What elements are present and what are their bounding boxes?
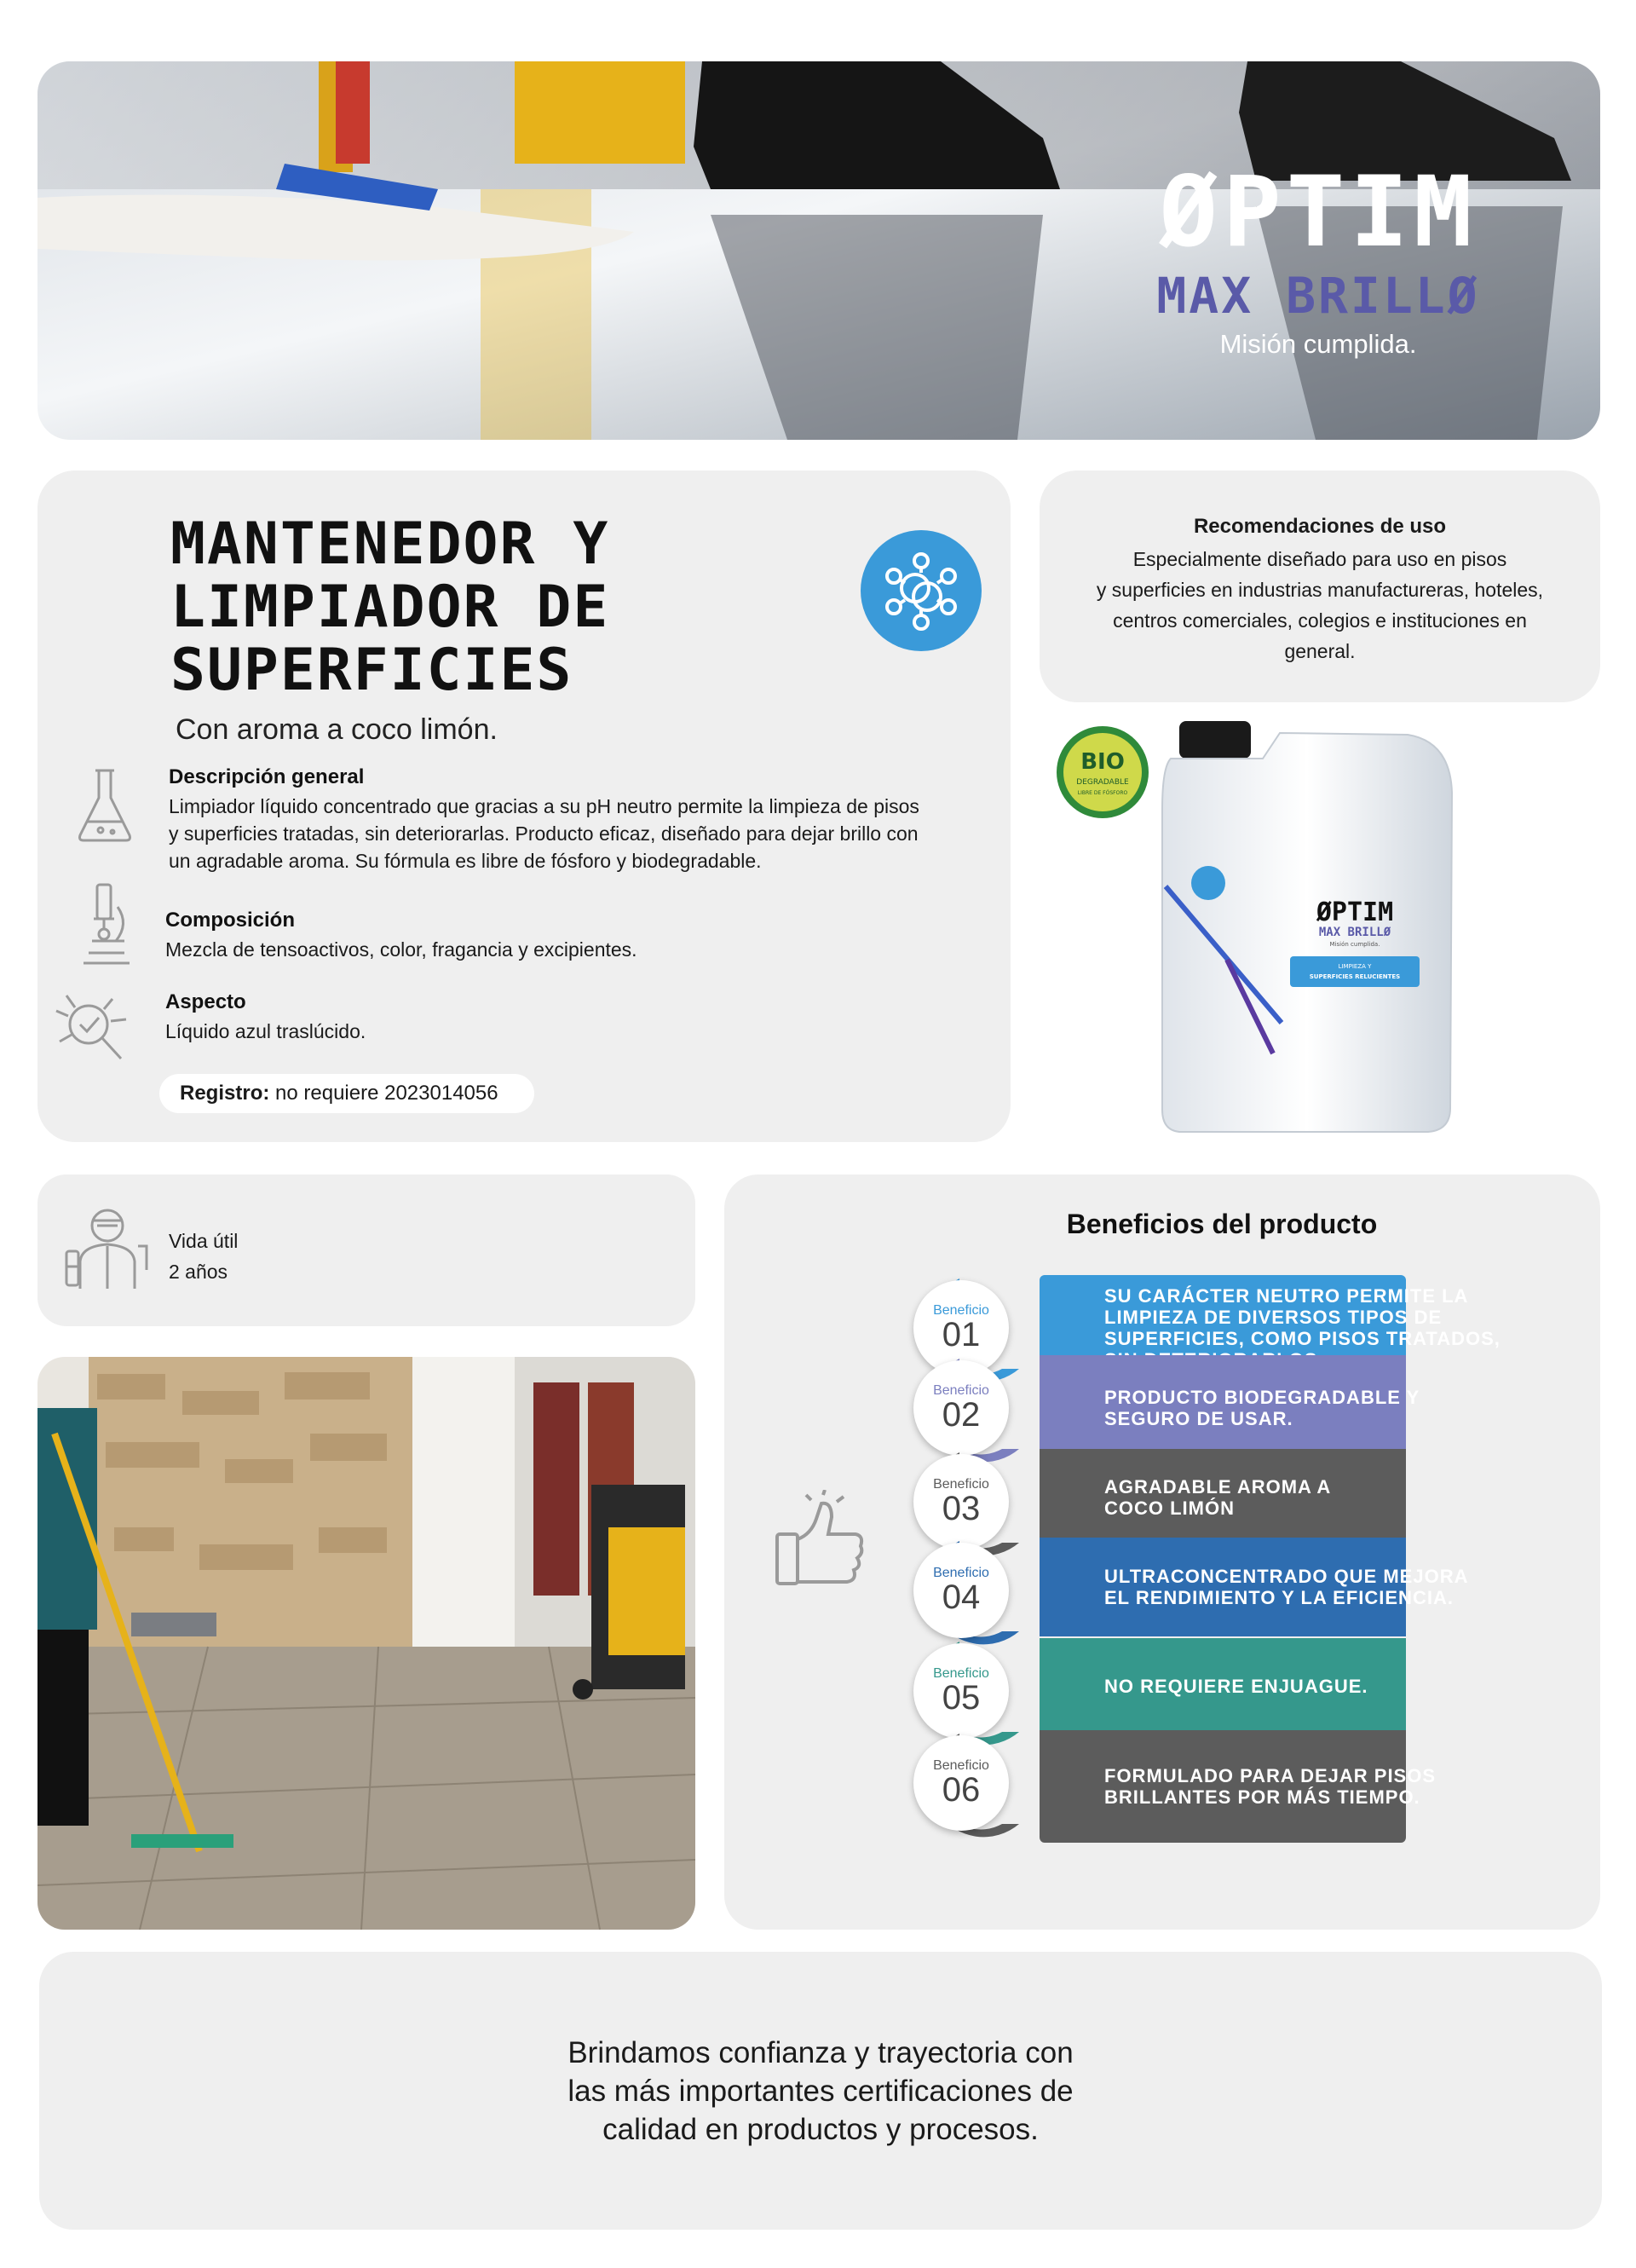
lab-technician-icon	[63, 1198, 152, 1292]
benefit-number: 06	[942, 1771, 981, 1809]
hero-banner	[37, 61, 1600, 440]
inspection-icon	[53, 990, 130, 1067]
benefit-text: AGRADABLE AROMA A COCO LIMÓN	[1104, 1476, 1332, 1519]
benefit-label: Beneficio	[933, 1758, 989, 1773]
benefit-number: 02	[942, 1396, 981, 1434]
bio-badge-note: LIBRE DE FÓSFORO	[1077, 790, 1128, 796]
composition-title: Composición	[165, 909, 296, 932]
certification-text: Brindamos confianza y trayectoria con las más importantes certificaciones de calidad en productos y procesos.	[567, 2036, 1074, 2146]
benefit-number: 01	[942, 1316, 981, 1353]
shelf-life-card	[37, 1174, 695, 1326]
appearance-text: Líquido azul traslúcido.	[165, 1020, 366, 1042]
benefits-title: Beneficios del producto	[1066, 1209, 1378, 1239]
benefit-text: NO REQUIERE ENJUAGUE.	[1104, 1675, 1368, 1697]
cleaning-photo	[37, 1357, 695, 1930]
appearance-title: Aspecto	[165, 990, 246, 1013]
product-line: MAX BRILLØ	[1156, 267, 1480, 325]
bottle-brand: ØPTIM	[1316, 897, 1394, 927]
benefit-number-badge	[913, 1543, 1009, 1638]
bottle-type: LIMPIEZA Y	[1338, 963, 1372, 970]
bio-badge-sub: DEGRADABLE	[1076, 778, 1129, 787]
benefit-text: SU CARÁCTER NEUTRO PERMITE LA LIMPIEZA DE DIVERSOS TIPOS DE SUPERFICIES, COMO PISOS TRATADOS,	[1104, 1285, 1501, 1349]
benefit-label: Beneficio	[933, 1666, 989, 1681]
bio-badge-title: BIO	[1080, 749, 1125, 775]
shelf-life-text	[169, 1226, 238, 1287]
product-bottle-image	[1050, 716, 1493, 1142]
benefit-number: 04	[942, 1578, 981, 1616]
shelf-life-label: Vida útil	[169, 1230, 239, 1252]
bottle-product-line: MAX BRILLØ	[1318, 926, 1391, 939]
benefit-label: Beneficio	[933, 1477, 989, 1492]
benefit-label: Beneficio	[933, 1566, 989, 1580]
benefits-card	[724, 1174, 1600, 1930]
product-title: MANTENEDOR Y LIMPIADOR DE SUPERFICIES	[170, 511, 610, 704]
benefit-text: PRODUCTO BIODEGRADABLE Y SEGURO DE USAR.	[1104, 1387, 1420, 1429]
molecule-icon	[861, 530, 982, 651]
bottle-type-2: SUPERFICIES RELUCIENTES	[1309, 973, 1401, 980]
product-subtitle: Con aroma a coco limón.	[176, 713, 498, 746]
recommendations-card	[1040, 470, 1600, 702]
flask-icon	[75, 767, 135, 844]
certification-card	[39, 1952, 1602, 2230]
benefit-number: 05	[942, 1679, 981, 1717]
microscope-icon	[77, 881, 136, 968]
shelf-life-value: 2 años	[169, 1261, 228, 1283]
registry-badge: Registro: no requiere 2023014056	[159, 1074, 534, 1113]
bottle-slogan: Misión cumplida.	[1329, 941, 1380, 948]
brand-logo: ØPTIM	[1159, 155, 1478, 268]
product-card	[37, 470, 1011, 1142]
recommendations-text: Especialmente diseñado para uso en pisos y superficies en industrias manufactureras, hoteles, centros comerciales, colegios e instituciones en general.	[1096, 548, 1544, 662]
benefit-label: Beneficio	[933, 1303, 989, 1318]
brand-slogan: Misión cumplida.	[1219, 329, 1417, 359]
benefit-number: 03	[942, 1490, 981, 1527]
benefit-label: Beneficio	[933, 1383, 989, 1398]
composition-text: Mezcla de tensoactivos, color, fragancia y excipientes.	[165, 938, 637, 961]
description-text: Limpiador líquido concentrado que gracias a su pH neutro permite la limpieza de pisos y superficies tratadas, sin deteriorarlas. Producto eficaz, diseñado para dejar brillo con un agradable aroma. Su fórmula es libre de fósforo y biodegradable.	[169, 795, 919, 872]
benefit-text: FORMULADO PARA DEJAR PISOS BRILLANTES POR MÁS TIEMPO.	[1104, 1765, 1437, 1808]
recommendations-title: Recomendaciones de uso	[1193, 515, 1447, 538]
description-title: Descripción general	[169, 765, 365, 788]
thumbs-up-icon	[772, 1490, 867, 1589]
benefit-text: ULTRACONCENTRADO QUE MEJORA EL RENDIMIENTO Y LA EFICIENCIA.	[1104, 1566, 1469, 1608]
benefit-number-badge	[913, 1735, 1009, 1831]
